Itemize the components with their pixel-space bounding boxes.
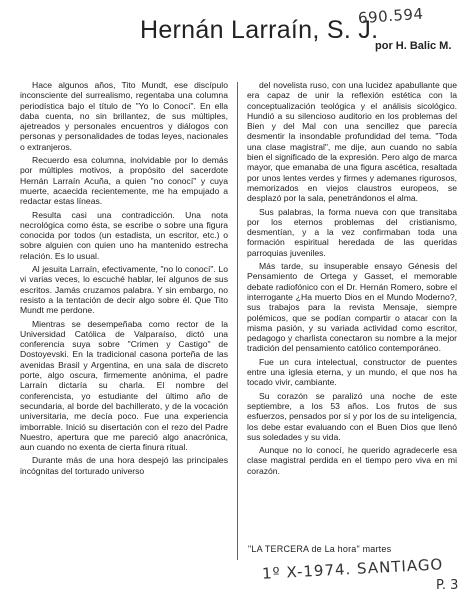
- handwritten-date: 1º X-1974. SANTIAGO: [261, 555, 444, 583]
- publication-source: "LA TERCERA de La hora" martes: [248, 544, 392, 554]
- handwritten-page-number: P. 3: [436, 578, 459, 593]
- paragraph: Aunque no lo conocí, he querido agradecerle esa clase magistral perdida en el tiempo pero viva en mi corazón.: [247, 445, 457, 476]
- right-column: [247, 80, 457, 583]
- paragraph: Hace algunos años, Tito Mundt, ese discípulo inconsciente del surrealismo, regentaba una columna periodística bajo el título de "Yo lo Conocí". En ella daba cuenta, no sin brillantez, de sus múltiples, ajetreados y personales encuentros y diálogos con personas y personalidades de todas leyes, nacionales o extranjeros.: [20, 80, 228, 152]
- paragraph: Su corazón se paralizó una noche de este septiembre, a los 53 años. Los frutos de sus esfuerzos, pensados por sí y por los de su inteligencia, los debe estar evaluando con el Buen Dios que llenó sus soledades y su vida.: [247, 390, 457, 442]
- handwritten-catalog-number: 690.594: [357, 4, 425, 28]
- paragraph: Fue un cura intelectual, constructor de puentes entre una iglesia eterna, y un mundo, el que nos ha tocado vivir, cambiante.: [247, 356, 457, 388]
- paragraph: Durante más de una hora despejó las principales incógnitas del torturado universo: [20, 455, 228, 476]
- paragraph: Más tarde, su insuperable ensayo Génesis del Pensamiento de Ortega y Gasset, el memorable debate radiofónico con el Dr. Hernán Romero, sobre el interrogante ¿Ha muerto Dios en el Mundo Moderno?, sus trabajos para la revista Mensaje, siempre polémicos, que se podían compartir o atacar con la misma pasión, y su variada actividad como escritor, pedagogo y charlista conectaron su nombre a la mejor tradición del pensamiento católico contemporáneo.: [247, 261, 457, 354]
- article-title: Hernán Larraín, S. J.: [140, 16, 379, 44]
- left-column: [20, 80, 228, 580]
- paragraph: Sus palabras, la forma nueva con que transitaba por los eternos problemas del cristianismo, desmentían, y a la vez confirmaban toda una formación espiritual heredada de las queridas parroquias juveniles.: [247, 206, 457, 258]
- paragraph: Resulta casi una contradicción. Una nota necrológica como ésta, se escribe o sobre una figura conocida por todos (un estadista, un escritor, etc.) o sobre alguien con quien uno ha mantenido estrecha relación. Es lo usual.: [20, 209, 228, 261]
- paragraph: del novelista ruso, con una lucidez apabullante que era capaz de unir la reflexión estética con la conceptualización teológica y el análisis sicológico. Hundió a su silencioso auditorio en los problemas del Bien y del Mal con una sencillez que parecía desmentir la insondable profundidad del tema. "Toda una clase magistral", me dije, aun cuando no sabía bien el significado de la expresión. Pero algo de marca mayor, que emanaba de una figura ascética, resaltada por unos lentes verdes y firmes y ademanes rigurosos, memorizados en viejos claustros europeos, se desplazó por la sala, penetrándonos el alma.: [247, 80, 457, 204]
- author-byline: por H. Balic M.: [375, 40, 452, 52]
- paragraph: Mientras se desempeñaba como rector de la Universidad Católica de Valparaíso, dictó una conferencia suya sobre "Crimen y Castigo" de Dostoyevski. En la tradicional casona porteña de las avenidas Brasil y Argentina, en una sala de discreto porte, algo oscura, firmemente anónima, el padre Larraín dictaría su charla. El nombre del conferencista, yo estudiante del último año de secundaria, al borde del bachillerato, y de la vocación universitaria, me decía poco. Fue una experiencia imborrable. Inició su disertación con el rezo del Padre Nuestro, apertura que me pareció algo anacrónica, aun cuando no exenta de cierta finura ritual.: [20, 318, 228, 453]
- column-divider: [237, 82, 238, 560]
- paragraph: Al jesuita Larraín, efectivamente, "no lo conocí". Lo vi varias veces, lo escuché hablar, leí algunos de sus escritos. Jamás cruzamos palabra. Y sin embargo, no resisto a la tentación de decir algo sobre él. Que Tito Mundt me perdone.: [20, 264, 228, 316]
- paragraph: Recuerdo esa columna, inolvidable por lo demás por múltiples motivos, a propósito del sacerdote Hernán Larraín Acuña, a quien "no conocí" y cuya muerte, acaecida recientemente, me ha empujado a redactar estas líneas.: [20, 155, 228, 207]
